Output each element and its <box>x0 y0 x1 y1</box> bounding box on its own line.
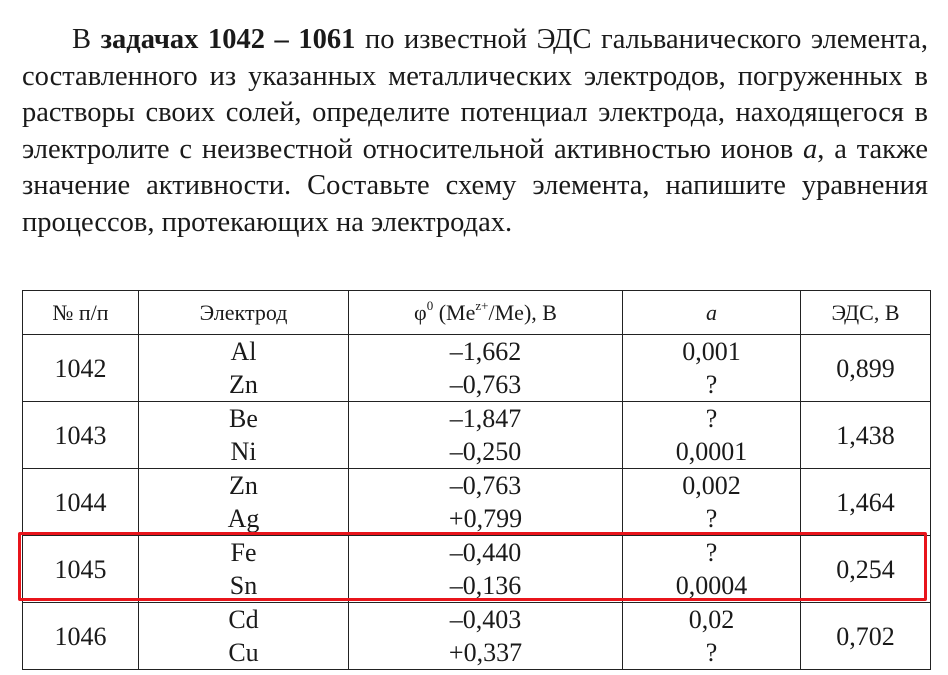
activity-2: 0,0004 <box>675 571 748 600</box>
row-potentials <box>349 536 623 603</box>
electrode-1: Zn <box>229 471 258 500</box>
electrode-1: Be <box>229 404 258 433</box>
row-emf: 0,702 <box>801 603 931 670</box>
row-electrodes <box>139 536 349 603</box>
row-activity <box>623 335 801 402</box>
row-emf: 0,899 <box>801 335 931 402</box>
table-header-row <box>23 291 931 335</box>
potential-2: –0,250 <box>449 437 522 466</box>
table-row-highlighted <box>23 536 931 603</box>
potential-1: –1,662 <box>449 337 522 366</box>
potential-2: +0,337 <box>448 638 523 667</box>
problem-range: задачах 1042 – 1061 <box>100 24 356 55</box>
activity-1: 0,02 <box>688 605 735 634</box>
header-electrode: Электрод <box>139 291 349 335</box>
row-electrodes <box>139 335 349 402</box>
intro-text-1: по известной ЭДС гальванического элемента, составленного из указанных металлических электродов, погруженных в растворы своих солей, определите потенциал электрода, находящегося в электролите с неизвестной относительной активностью ионов <box>22 24 928 165</box>
activity-2: ? <box>705 370 718 399</box>
electrode-2: Sn <box>229 571 258 600</box>
row-potentials <box>349 603 623 670</box>
row-number: 1044 <box>23 469 139 536</box>
table-row <box>23 469 931 536</box>
potential-2: –0,136 <box>449 571 522 600</box>
electrode-2: Zn <box>229 370 258 399</box>
activity-1: 0,001 <box>682 337 741 366</box>
row-emf: 0,254 <box>801 536 931 603</box>
potential-1: –0,763 <box>449 471 522 500</box>
row-emf: 1,464 <box>801 469 931 536</box>
problems-table <box>22 290 931 670</box>
row-activity <box>623 536 801 603</box>
electrode-2: Ni <box>230 437 257 466</box>
intro-prefix: В <box>72 24 101 55</box>
header-potential-phi: φ <box>414 299 427 325</box>
activity-1: ? <box>705 538 718 567</box>
row-electrodes <box>139 402 349 469</box>
row-electrodes <box>139 469 349 536</box>
row-activity <box>623 402 801 469</box>
table-row <box>23 335 931 402</box>
activity-symbol: a <box>803 133 818 165</box>
activity-1: ? <box>705 404 718 433</box>
row-number: 1043 <box>23 402 139 469</box>
table-row <box>23 402 931 469</box>
potential-1: –1,847 <box>449 404 522 433</box>
activity-2: ? <box>705 638 718 667</box>
header-potential-end: /Me), В <box>488 299 557 325</box>
table-row <box>23 603 931 670</box>
electrode-2: Cu <box>228 638 259 667</box>
row-potentials <box>349 402 623 469</box>
row-activity <box>623 603 801 670</box>
row-electrodes <box>139 603 349 670</box>
problem-statement <box>22 22 928 241</box>
electrode-1: Al <box>230 337 257 366</box>
electrode-2: Ag <box>227 504 260 533</box>
electrode-1: Cd <box>228 605 259 634</box>
activity-2: ? <box>705 504 718 533</box>
header-activity: a <box>623 291 801 335</box>
potential-1: –0,403 <box>449 605 522 634</box>
potential-2: +0,799 <box>448 504 523 533</box>
header-number: № п/п <box>23 291 139 335</box>
activity-2: 0,0001 <box>675 437 748 466</box>
potential-1: –0,440 <box>449 538 522 567</box>
row-potentials <box>349 469 623 536</box>
row-number: 1042 <box>23 335 139 402</box>
header-emf: ЭДС, В <box>801 291 931 335</box>
row-activity <box>623 469 801 536</box>
potential-2: –0,763 <box>449 370 522 399</box>
row-number: 1046 <box>23 603 139 670</box>
row-emf: 1,438 <box>801 402 931 469</box>
header-potential-sup: 0 <box>426 297 434 313</box>
intro-text-2: , а также значение активности. Составьте схему элемента, напишите уравнения процессов, протекающих на электродах. <box>22 133 928 238</box>
row-number: 1045 <box>23 536 139 603</box>
header-potential <box>349 291 623 335</box>
header-potential-sup2: z+ <box>475 297 489 313</box>
row-potentials <box>349 335 623 402</box>
header-potential-mid: (Me <box>433 299 476 325</box>
activity-1: 0,002 <box>682 471 741 500</box>
electrode-1: Fe <box>230 538 257 567</box>
